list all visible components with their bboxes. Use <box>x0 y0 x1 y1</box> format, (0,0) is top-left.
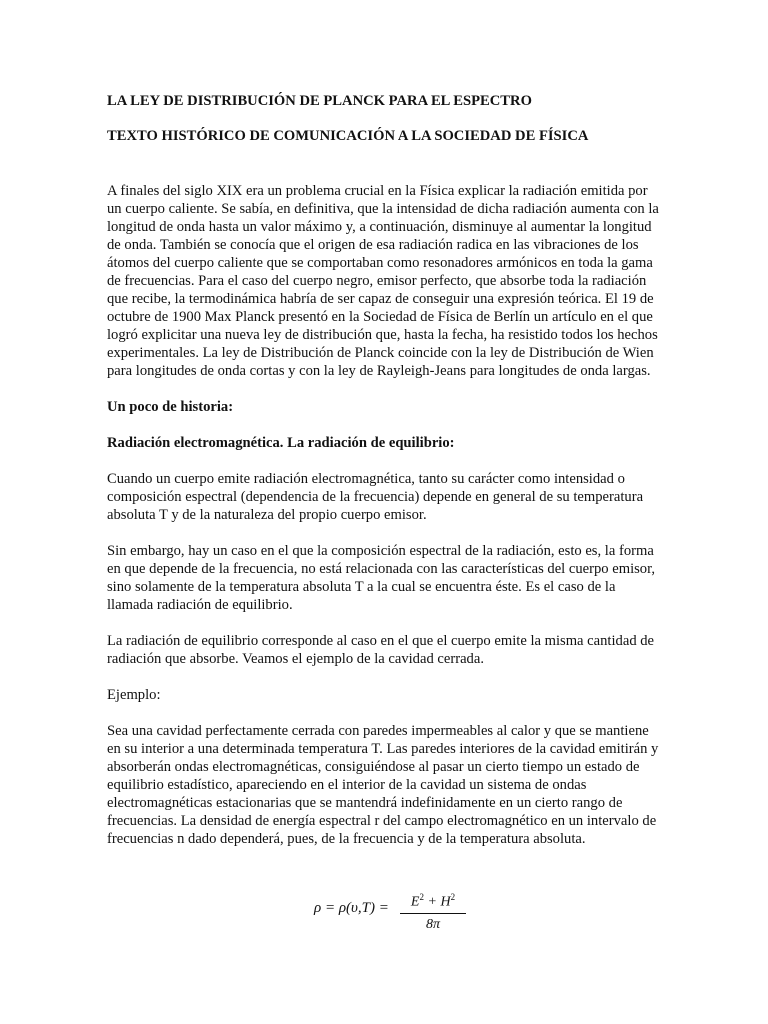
paragraph-emission: Cuando un cuerpo emite radiación electromagnética, tanto su carácter como intensidad o composición espectral (dependencia de la frecuencia) depende en general de su temperatura absoluta T y de la naturaleza del propio cuerpo emisor. <box>107 471 644 523</box>
paragraph-cavity: Sea una cavidad perfectamente cerrada con paredes impermeables al calor y que se mantiene en su interior a una determinada temperatura T. Las paredes interiores de la cavidad emitirán y absorberán ondas electromagnéticas, consiguiéndose al pasar un cierto tiempo un estado de equilibrio estadístico, apareciendo en el interior de la cavidad un sistema de ondas electromagnéticas estacionarias que se mantendrá indefinidamente en un cierto rango de frecuencias. La densidad de energía espectral r del campo electromagnético en un intervalo de frecuencias n dado dependerá, pues, de la frecuencia y de la temperatura absoluta. <box>107 723 659 847</box>
formula-plus-sign: + <box>423 894 441 910</box>
section-heading-history: Un poco de historia: <box>107 399 234 415</box>
intro-paragraph: A finales del siglo XIX era un problema crucial en la Física explicar la radiación emitida por un cuerpo caliente. Se sabía, en definitiva, que la intensidad de dicha radiación aumenta con la longitud de onda hasta un valor máximo y, a continuación, disminuye al aumentar la longitud de onda. También se conocía que el origen de esa radiación radica en las vibraciones de los átomos del cuerpo caliente que se comportaban como resonadores armónicos en toda la gama de frecuencias. Para el caso del cuerpo negro, emisor perfecto, que absorbe toda la radiación que recibe, la termodinámica habría de ser capaz de conseguir una expresión teórica. El 19 de octubre de 1900 Max Planck presentó en la Sociedad de Física de Berlín un artículo en el que logró explicitar una nueva ley de distribución que, hasta la fecha, ha resistido todos los hechos experimentales. La ley de Distribución de Planck coincide con la ley de Distribución de Wien para longitudes de onda cortas y con la ley de Rayleigh-Jeans para longitudes de onda largas. <box>107 183 659 379</box>
formula-denominator: 8π <box>425 916 440 932</box>
paragraph-equilibrium: La radiación de equilibrio corresponde al caso en el que el cuerpo emite la misma cantidad de radiación que absorbe. Veamos el ejemplo de la cavidad cerrada. <box>107 633 655 667</box>
formula-e-exponent: 2 <box>419 892 424 902</box>
formula-numerator <box>400 888 466 912</box>
section-heading-radiation: Radiación electromagnética. La radiación de equilibrio: <box>107 435 455 451</box>
formula-h-exponent: 2 <box>450 892 456 902</box>
formula-e-symbol: E <box>410 894 420 910</box>
formula-lhs: ρ = ρ(υ,T) = <box>314 900 389 916</box>
paragraph-spectral-composition: Sin embargo, hay un caso en el que la composición espectral de la radiación, esto es, la forma en que depende de la frecuencia, no está relacionada con las características del cuerpo emisor, sino solamente de la temperatura absoluta T a la cual se encuentra éste. Es el caso de la llamada radiación de equilibrio. <box>107 543 656 613</box>
document-title: LA LEY DE DISTRIBUCIÓN DE PLANCK PARA EL ESPECTRO <box>107 93 532 109</box>
fraction-bar <box>400 913 466 914</box>
energy-density-formula <box>314 888 484 936</box>
document-body <box>107 92 663 866</box>
formula-fraction <box>400 888 466 934</box>
document-subtitle: TEXTO HISTÓRICO DE COMUNICACIÓN A LA SOCIEDAD DE FÍSICA <box>107 128 589 144</box>
formula-h-symbol: H <box>440 894 451 910</box>
example-label: Ejemplo: <box>107 687 161 703</box>
